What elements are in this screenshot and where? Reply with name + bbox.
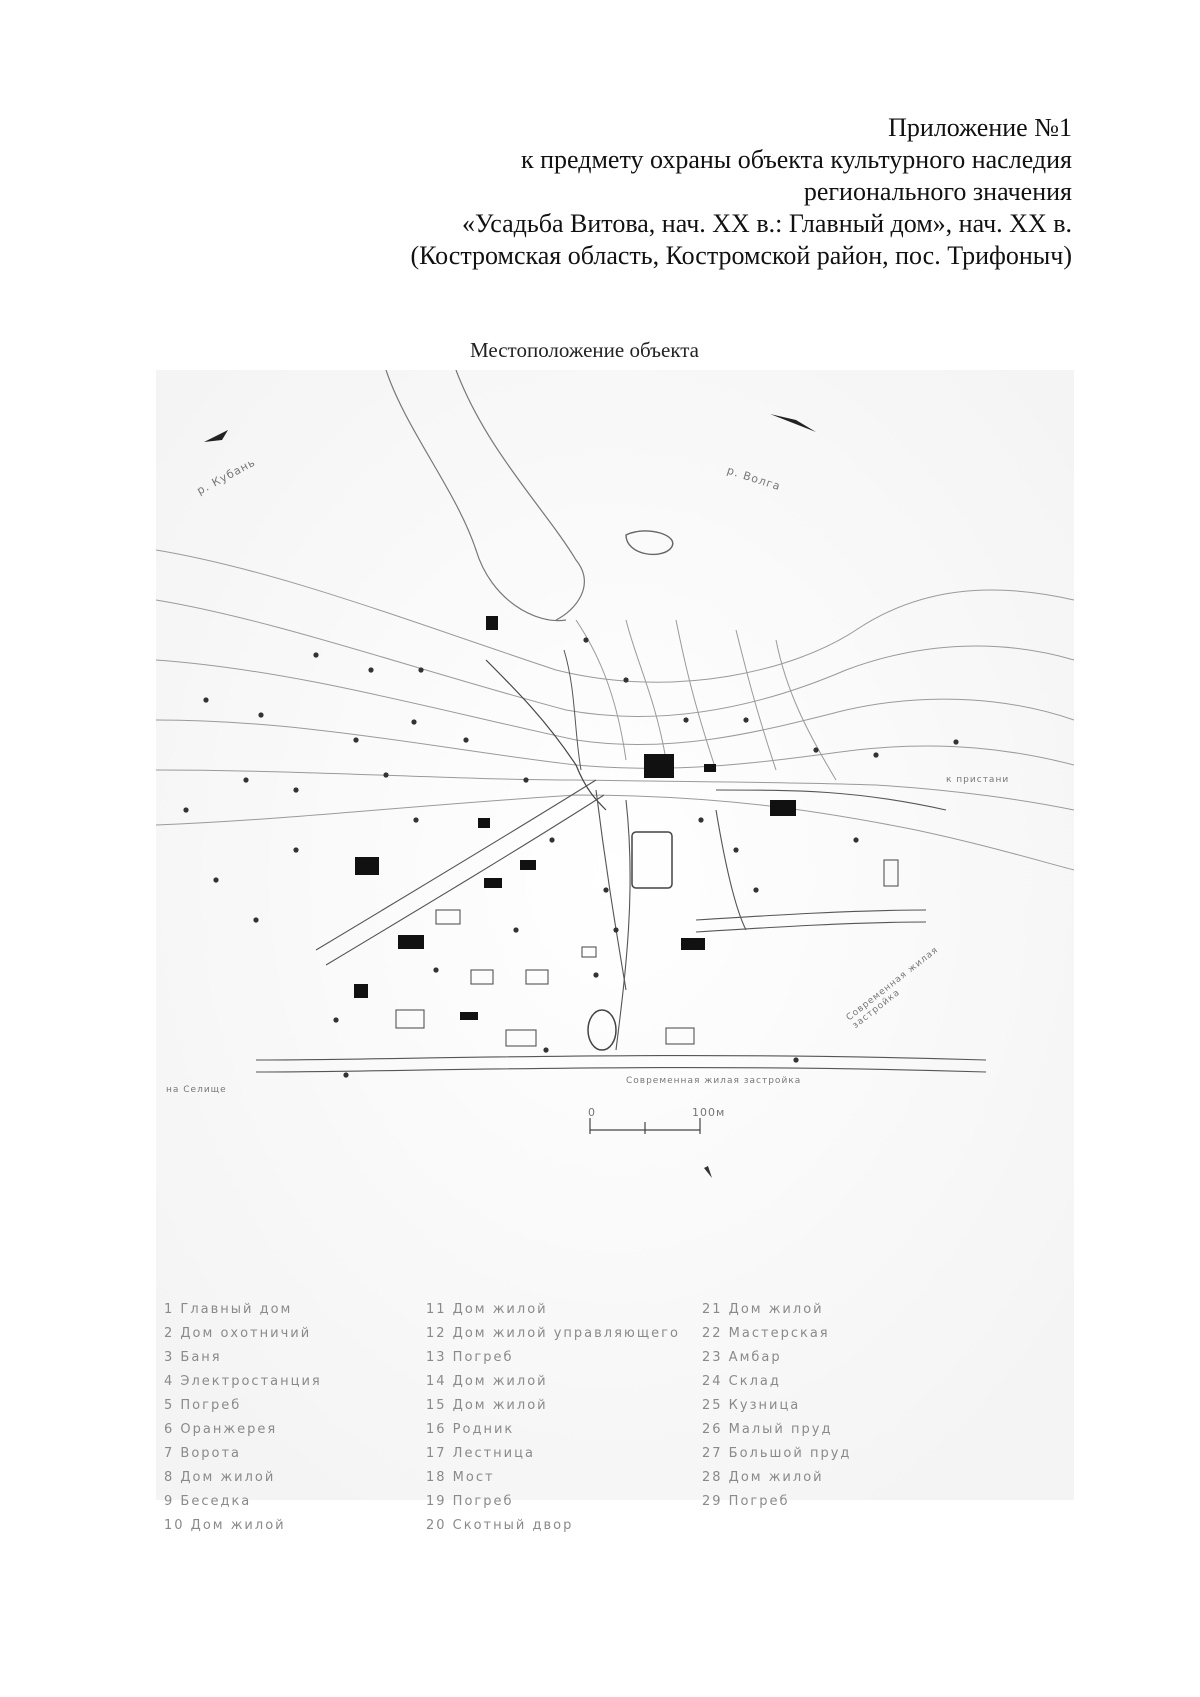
legend-item: 20 Скотный двор <box>426 1518 574 1533</box>
legend-item: 4 Электростанция <box>164 1374 322 1389</box>
legend-item: 1 Главный дом <box>164 1302 293 1317</box>
legend-item: 12 Дом жилой управляющего <box>426 1326 680 1341</box>
legend-item: 11 Дом жилой <box>426 1302 548 1317</box>
legend-item: 16 Родник <box>426 1422 515 1437</box>
pier-label: к пристани <box>946 775 1010 785</box>
legend-item: 25 Кузница <box>702 1398 801 1413</box>
document-header <box>172 112 1072 272</box>
map-title: Местоположение объекта <box>470 338 700 362</box>
legend-item: 9 Беседка <box>164 1494 252 1509</box>
scale-start-label: 0 <box>588 1106 596 1119</box>
legend-item: 10 Дом жилой <box>164 1518 286 1533</box>
legend-item: 15 Дом жилой <box>426 1398 548 1413</box>
village-direction-label: на Селище <box>166 1085 227 1095</box>
modern-building-right-label: Современная жилая застройка <box>844 945 941 1031</box>
legend-item: 22 Мастерская <box>702 1326 830 1341</box>
header-line-1: Приложение №1 <box>888 113 1072 142</box>
legend-item: 14 Дом жилой <box>426 1374 548 1389</box>
legend-item: 28 Дом жилой <box>702 1470 824 1485</box>
legend-item: 17 Лестница <box>426 1446 535 1461</box>
legend-item: 6 Оранжерея <box>164 1422 278 1437</box>
legend-item: 27 Большой пруд <box>702 1446 852 1461</box>
river-left-label: р. Кубань <box>194 455 258 498</box>
legend-column-3 <box>702 1298 851 1514</box>
header-line-5: (Костромская область, Костромской район, пос. Трифоныч) <box>410 241 1072 270</box>
legend-item: 2 Дом охотничий <box>164 1326 312 1341</box>
legend-item: 21 Дом жилой <box>702 1302 824 1317</box>
legend-item: 23 Амбар <box>702 1350 782 1365</box>
legend-column-1 <box>164 1298 322 1538</box>
header-line-3: регионального значения <box>803 177 1072 206</box>
legend-item: 7 Ворота <box>164 1446 242 1461</box>
scale-end-label: 100м <box>692 1106 726 1119</box>
legend-column-2 <box>426 1298 680 1538</box>
legend-item: 24 Склад <box>702 1374 781 1389</box>
legend-item: 29 Погреб <box>702 1494 790 1509</box>
main-house <box>644 754 674 778</box>
legend-item: 26 Малый пруд <box>702 1422 833 1437</box>
river-right-label: р. Волга <box>725 463 783 494</box>
modern-building-bottom-label: Современная жилая застройка <box>626 1076 802 1086</box>
legend-item: 13 Погреб <box>426 1350 514 1365</box>
legend-item: 8 Дом жилой <box>164 1470 276 1485</box>
legend-item: 3 Баня <box>164 1350 222 1365</box>
header-line-4: «Усадьба Витова, нач. XX в.: Главный дом», нач. XX в. <box>462 209 1072 238</box>
legend-item: 18 Мост <box>426 1470 495 1485</box>
legend-item: 19 Погреб <box>426 1494 514 1509</box>
header-line-2: к предмету охраны объекта культурного наследия <box>520 145 1072 174</box>
legend-item: 5 Погреб <box>164 1398 242 1413</box>
